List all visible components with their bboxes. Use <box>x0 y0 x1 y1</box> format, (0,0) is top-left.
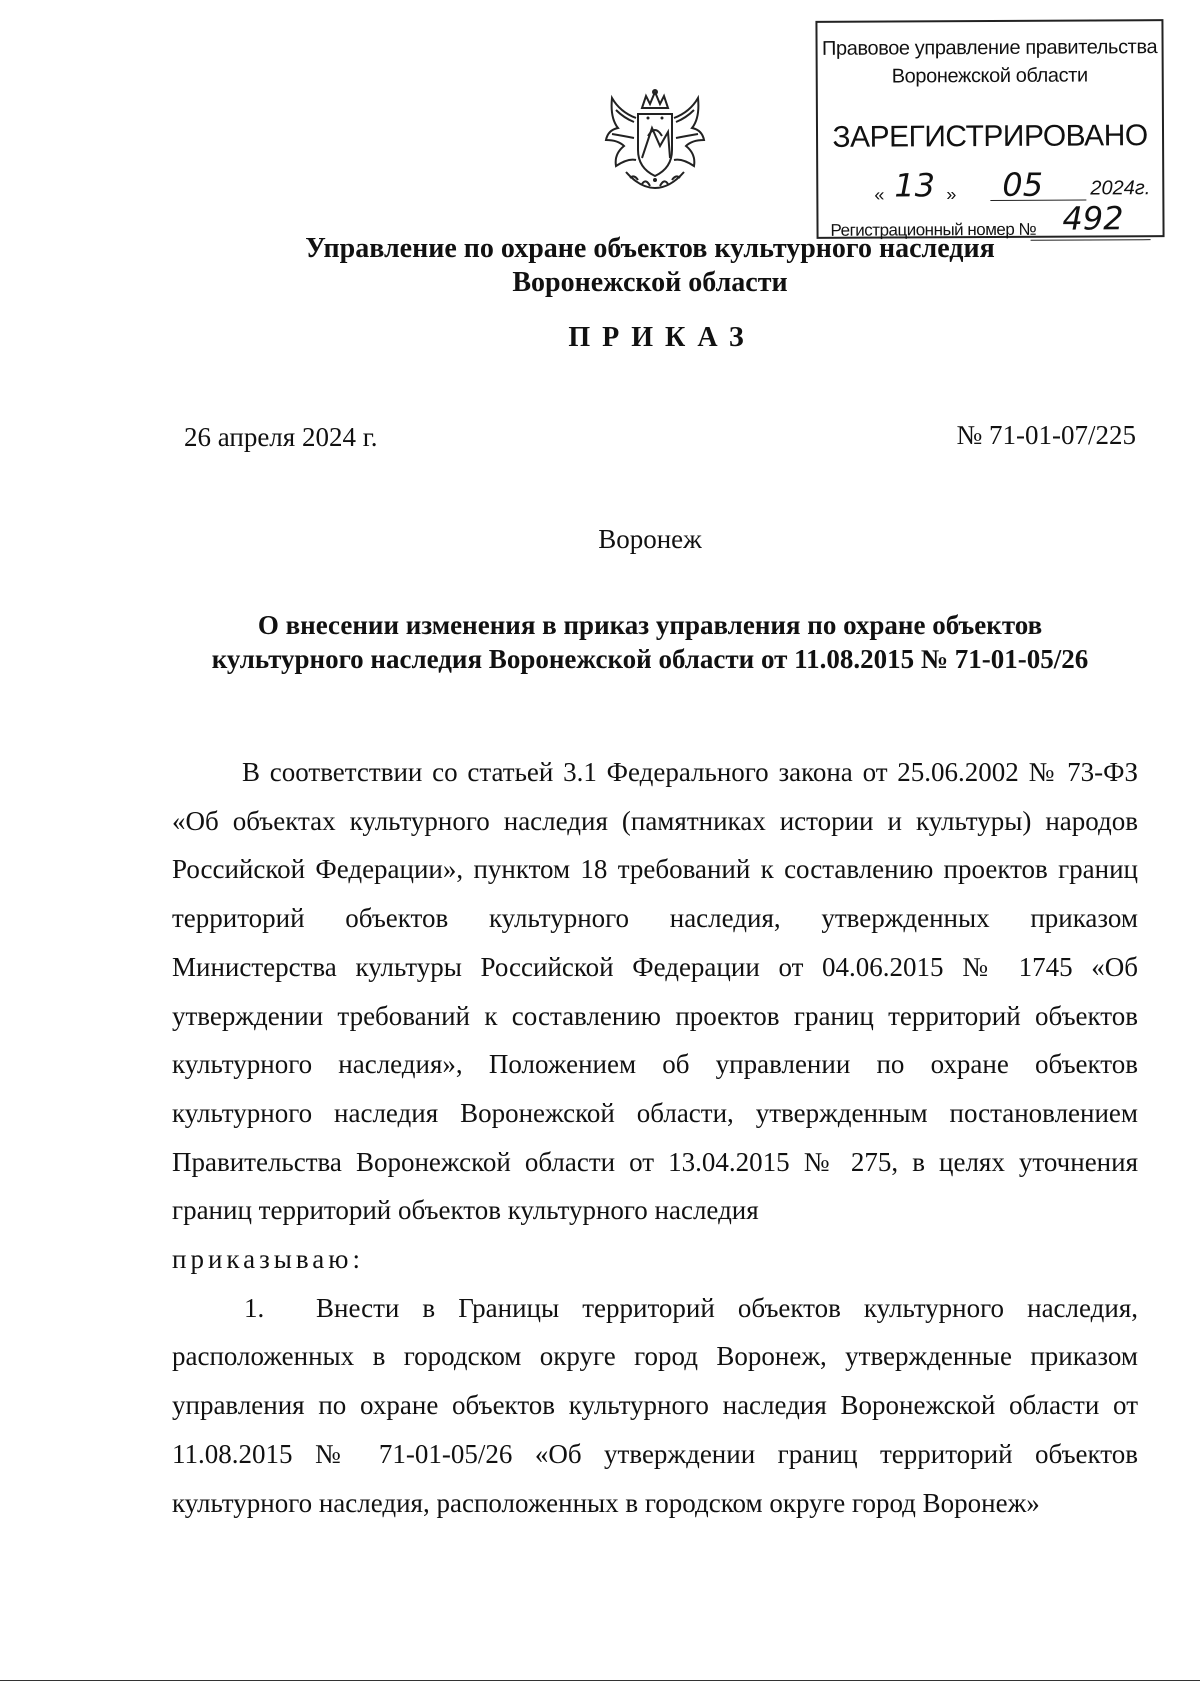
org-line1: Управление по охране объектов культурного наследия <box>305 233 995 264</box>
issuing-organization <box>100 232 1200 300</box>
stamp-year: 2024г. <box>1090 177 1151 200</box>
stamp-reg-number-label: Регистрационный номер № <box>830 219 1037 240</box>
page-bottom-edge <box>0 1680 1200 1681</box>
stamp-quote-open: « <box>874 184 885 205</box>
stamp-registered-label: ЗАРЕГИСТРИРОВАНО <box>832 119 1148 154</box>
item-number: 1. <box>244 1292 265 1323</box>
stamp-month: 05 <box>1002 165 1044 204</box>
document-date: 26 апреля 2024 г. <box>184 422 378 452</box>
order-item-1 <box>172 1284 1138 1528</box>
coat-of-arms-emblem-icon <box>600 88 710 196</box>
stamp-reg-number: 492 <box>1062 199 1124 238</box>
document-city: Воронеж <box>598 524 702 554</box>
preamble-paragraph: В соответствии со статьей 3.1 Федерального закона от 25.06.2002 № 73-ФЗ «Об объектах культурного наследия (памятниках истории и культуры) народов Российской Федерации», пунктом 18 требований к составлению проектов границ территорий объектов культурного наследия, утвержденных приказом Министерства культуры Российской Федерации от 04.06.2015 № 1745 «Об утверждении требований к составлению проектов границ территорий объектов культурного наследия», Положением об управлении по охране объектов культурного наследия Воронежской области, утвержденным постановлением Правительства Воронежской области от 13.04.2015 № 275, в целях уточнения границ территорий объектов культурного наследия <box>172 757 1138 1226</box>
subject-line1: О внесении изменения в приказ управления по охране объектов <box>257 610 1043 640</box>
item-text: Внести в Границы территорий объектов культурного наследия, расположенных в городском округе город Воронеж, утвержденные приказом управления по охране объектов культурного наследия Воронежской области от 11.08.2015 № 71-01-05/26 «Об утверждении границ территорий объектов культурного наследия, расположенных в городском округе город Воронеж» <box>172 1292 1138 1518</box>
stamp-org-line2: Воронежской области <box>891 64 1088 88</box>
document-number: № 71-01-07/225 <box>956 420 1136 450</box>
stamp-day: 13 <box>894 166 936 205</box>
document-subject <box>100 608 1200 676</box>
order-word: приказываю: <box>172 1244 364 1275</box>
registration-stamp <box>815 19 1164 239</box>
document-type: ПРИКАЗ <box>568 322 756 353</box>
subject-line2: культурного наследия Воронежской области от 11.08.2015 № 71-01-05/26 <box>211 644 1089 674</box>
document-body <box>172 748 1138 1527</box>
stamp-organization <box>818 33 1162 91</box>
org-line2: Воронежской области <box>512 267 788 298</box>
stamp-org-line1: Правовое управление правительства <box>821 36 1158 60</box>
stamp-quote-close: » <box>946 184 957 205</box>
